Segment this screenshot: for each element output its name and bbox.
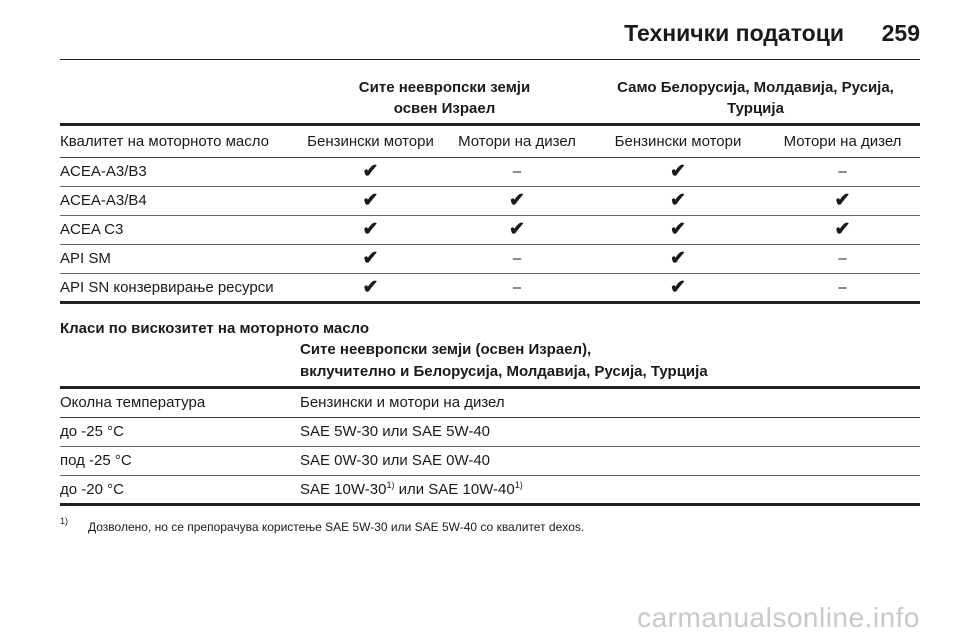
- group-header-non-european: Сите неевропски земји освен Израел: [298, 76, 591, 124]
- section-title: Класи по вискозитет на моторното масло: [60, 320, 370, 337]
- check-icon: ✔: [298, 215, 443, 244]
- viscosity-table: [60, 338, 920, 506]
- check-icon: ✔: [591, 273, 765, 302]
- page-title: Технички податоци: [624, 20, 844, 46]
- row-label: ACEA-A3/B3: [60, 157, 298, 186]
- row-label: ACEA C3: [60, 215, 298, 244]
- row-label: API SM: [60, 244, 298, 273]
- table-row: [60, 186, 920, 215]
- page-number: 259: [881, 20, 920, 46]
- table-row: [60, 215, 920, 244]
- check-icon: ✔: [298, 157, 443, 186]
- group-header-empty: [60, 76, 298, 124]
- footnote-mark: 1): [60, 516, 69, 526]
- column-header: Квалитет на моторното масло: [60, 124, 298, 157]
- check-icon: ✔: [298, 273, 443, 302]
- group-header-non-european: Сите неевропски земји (освен Израел), вклучително и Белорусија, Молдавија, Русија, Турција: [300, 338, 920, 387]
- dash-cell: –: [765, 244, 920, 273]
- row-label: до -20 °C: [60, 475, 300, 504]
- row-label: до -25 °C: [60, 417, 300, 446]
- check-icon: ✔: [765, 186, 920, 215]
- oil-quality-table: [60, 76, 920, 304]
- row-value: SAE 5W-30 или SAE 5W-40: [300, 417, 920, 446]
- table-row: [60, 417, 920, 446]
- column-header: Околна температура: [60, 387, 300, 417]
- page-header: [60, 14, 920, 60]
- check-icon: ✔: [591, 244, 765, 273]
- group-header-only-belarus: Само Белорусија, Молдавија, Русија, Турција: [591, 76, 920, 124]
- row-label: под -25 °C: [60, 446, 300, 475]
- table-row: [60, 475, 920, 504]
- group-header-empty: [60, 338, 300, 387]
- check-icon: ✔: [765, 215, 920, 244]
- dash-cell: –: [765, 273, 920, 302]
- column-header: Бензински и мотори на дизел: [300, 387, 920, 417]
- dash-cell: –: [443, 157, 591, 186]
- row-value: SAE 10W-30$^{1)}$ или SAE 10W-40$^{1)}$: [300, 475, 920, 504]
- column-header: Мотори на дизел: [765, 124, 920, 157]
- footnote-ref: 1): [386, 479, 395, 490]
- dash-cell: –: [765, 157, 920, 186]
- table-row: [60, 244, 920, 273]
- table-row: [60, 446, 920, 475]
- column-header: Бензински мотори: [298, 124, 443, 157]
- check-icon: ✔: [298, 186, 443, 215]
- watermark: carmanualsonline.info: [637, 602, 920, 633]
- footnote-ref: 1): [514, 479, 523, 490]
- dash-cell: –: [443, 273, 591, 302]
- check-icon: ✔: [591, 157, 765, 186]
- check-icon: ✔: [298, 244, 443, 273]
- column-header: Мотори на дизел: [443, 124, 591, 157]
- check-icon: ✔: [443, 186, 591, 215]
- table-row: [60, 157, 920, 186]
- row-label: ACEA-A3/B4: [60, 186, 298, 215]
- row-label: API SN конзервирање ресурси: [60, 273, 298, 302]
- check-icon: ✔: [591, 215, 765, 244]
- dash-cell: –: [443, 244, 591, 273]
- table-row: [60, 273, 920, 302]
- check-icon: ✔: [591, 186, 765, 215]
- check-icon: ✔: [443, 215, 591, 244]
- footnote-text: Дозволено, но се препорачува користење SAE 5W-30 или SAE 5W-40 со квалитет dexos.: [88, 520, 585, 534]
- column-header: Бензински мотори: [591, 124, 765, 157]
- row-value: SAE 0W-30 или SAE 0W-40: [300, 446, 920, 475]
